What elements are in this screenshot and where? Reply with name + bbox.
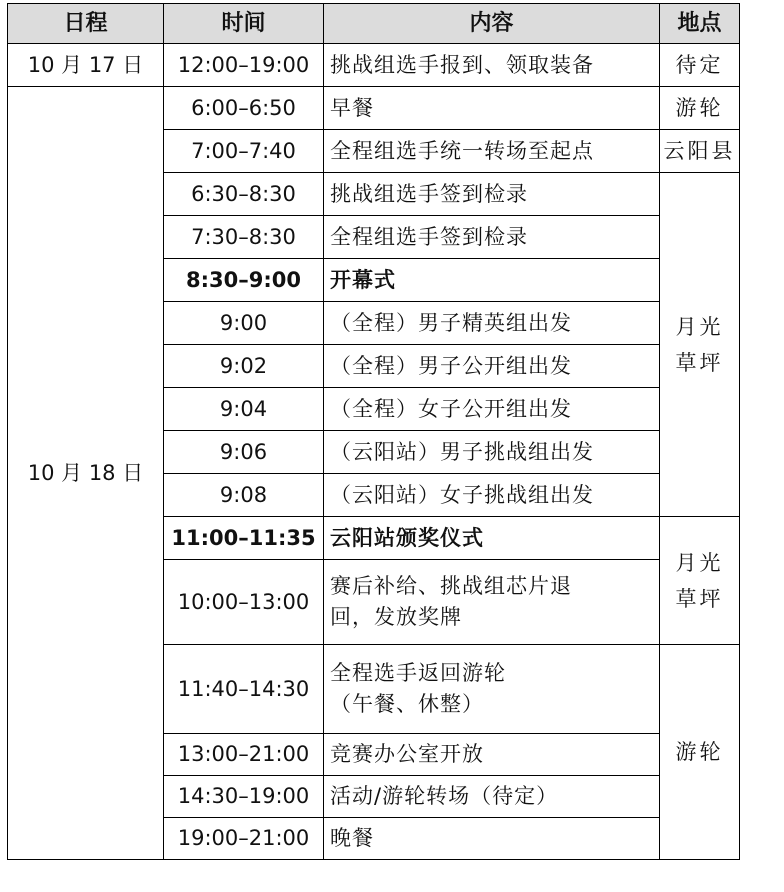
- location-cell: 待定: [660, 44, 740, 87]
- time-cell: 9:06: [164, 431, 324, 474]
- location-cell: [660, 173, 740, 517]
- content-cell: 全程组选手签到检录: [324, 216, 660, 259]
- content-line: 全程选手返回游轮: [330, 661, 506, 685]
- header-content: 内容: [324, 4, 660, 44]
- location-cell: 游轮: [660, 645, 740, 860]
- schedule-table: [7, 3, 740, 860]
- content-cell: 竞赛办公室开放: [324, 734, 660, 776]
- content-line: 赛后补给、挑战组芯片退: [330, 574, 572, 598]
- header-location: 地点: [660, 4, 740, 44]
- content-cell: 晚餐: [324, 818, 660, 860]
- content-cell: （云阳站）女子挑战组出发: [324, 474, 660, 517]
- content-cell: （全程）女子公开组出发: [324, 388, 660, 431]
- content-cell: 挑战组选手签到检录: [324, 173, 660, 216]
- location-line: 月光: [675, 314, 724, 339]
- location-line: 月光: [675, 550, 724, 575]
- content-cell: （全程）男子公开组出发: [324, 345, 660, 388]
- time-cell: 9:02: [164, 345, 324, 388]
- date-cell: 10 月 18 日: [8, 87, 164, 860]
- time-cell: 12:00–19:00: [164, 44, 324, 87]
- time-cell: 6:00–6:50: [164, 87, 324, 130]
- content-line: （午餐、休整）: [330, 692, 484, 716]
- time-cell: 10:00–13:00: [164, 560, 324, 645]
- time-cell: 19:00–21:00: [164, 818, 324, 860]
- time-cell: 6:30–8:30: [164, 173, 324, 216]
- date-cell: 10 月 17 日: [8, 44, 164, 87]
- time-cell: 11:00–11:35: [164, 517, 324, 560]
- location-line: 草坪: [675, 350, 724, 375]
- time-cell: 11:40–14:30: [164, 645, 324, 734]
- time-cell: 8:30–9:00: [164, 259, 324, 302]
- location-cell: [660, 517, 740, 645]
- content-cell: 早餐: [324, 87, 660, 130]
- content-cell: 全程组选手统一转场至起点: [324, 130, 660, 173]
- table-row: [8, 44, 740, 87]
- location-cell: 游轮: [660, 87, 740, 130]
- content-cell: 活动/游轮转场（待定）: [324, 776, 660, 818]
- time-cell: 13:00–21:00: [164, 734, 324, 776]
- header-date: 日程: [8, 4, 164, 44]
- location-cell: 云阳县: [660, 130, 740, 173]
- time-cell: 9:00: [164, 302, 324, 345]
- time-cell: 7:00–7:40: [164, 130, 324, 173]
- content-cell: [324, 560, 660, 645]
- time-cell: 7:30–8:30: [164, 216, 324, 259]
- content-cell: [324, 645, 660, 734]
- content-cell: 挑战组选手报到、领取装备: [324, 44, 660, 87]
- time-cell: 9:04: [164, 388, 324, 431]
- content-cell: 云阳站颁奖仪式: [324, 517, 660, 560]
- content-line: 回，发放奖牌: [330, 605, 462, 629]
- content-cell: 开幕式: [324, 259, 660, 302]
- content-cell: （云阳站）男子挑战组出发: [324, 431, 660, 474]
- header-time: 时间: [164, 4, 324, 44]
- time-cell: 14:30–19:00: [164, 776, 324, 818]
- table-row: [8, 87, 740, 130]
- header-row: [8, 4, 740, 44]
- location-line: 草坪: [675, 586, 724, 611]
- time-cell: 9:08: [164, 474, 324, 517]
- content-cell: （全程）男子精英组出发: [324, 302, 660, 345]
